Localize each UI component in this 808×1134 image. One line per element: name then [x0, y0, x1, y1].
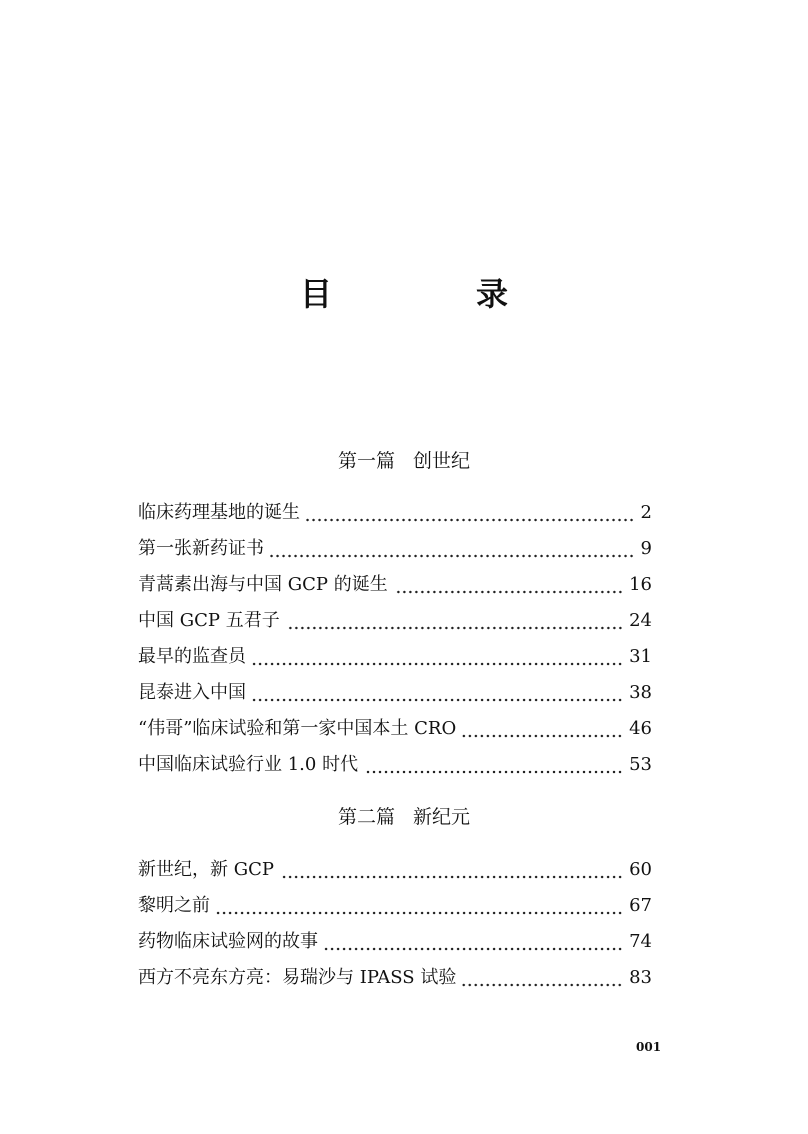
toc-list-part-1	[138, 499, 652, 787]
toc-entry-title: 新世纪，新 GCP	[138, 859, 274, 880]
toc-entry-title: 青蒿素出海与中国 GCP 的诞生	[138, 574, 388, 595]
dot-leader	[280, 874, 623, 880]
dot-leader	[252, 661, 623, 667]
part-heading-1	[0, 447, 808, 475]
toc-entry-title: 临床药理基地的诞生	[138, 502, 300, 523]
toc-entry[interactable]	[138, 856, 652, 892]
page-number: 001	[636, 1040, 662, 1054]
toc-entry-title: 昆泰进入中国	[138, 682, 246, 703]
toc-entry-page: 67	[629, 895, 652, 916]
toc-entry-title: 中国 GCP 五君子	[138, 610, 280, 631]
toc-entry-title: 西方不亮东方亮：易瑞沙与 IPASS 试验	[138, 967, 457, 988]
page-title: 目 录	[299, 275, 564, 313]
toc-entry[interactable]	[138, 964, 652, 1000]
dot-leader	[462, 733, 623, 739]
toc-entry-page: 9	[640, 538, 652, 559]
toc-entry-title: 中国临床试验行业 1.0 时代	[138, 754, 359, 775]
part-name: 新纪元	[413, 806, 471, 828]
toc-entry-page: 46	[629, 718, 652, 739]
toc-entry[interactable]	[138, 499, 652, 535]
dot-leader	[324, 946, 623, 952]
part-name: 创世纪	[413, 450, 471, 472]
toc-entry-page: 53	[629, 754, 652, 775]
toc-entry-title: 第一张新药证书	[138, 538, 264, 559]
toc-entry[interactable]	[138, 643, 652, 679]
toc-list-part-2	[138, 856, 652, 1000]
toc-entry[interactable]	[138, 679, 652, 715]
toc-entry[interactable]	[138, 751, 652, 787]
dot-leader	[462, 982, 623, 988]
dot-leader	[216, 910, 623, 916]
dot-leader	[286, 625, 623, 631]
toc-entry-title: 黎明之前	[138, 895, 210, 916]
dot-leader	[394, 589, 623, 595]
toc-entry-page: 24	[629, 610, 652, 631]
part-heading-2	[0, 803, 808, 831]
dot-leader	[306, 517, 635, 523]
toc-entry[interactable]	[138, 535, 652, 571]
toc-entry-page: 83	[629, 967, 652, 988]
toc-entry[interactable]	[138, 928, 652, 964]
part-number: 第一篇	[337, 450, 395, 472]
toc-entry[interactable]	[138, 607, 652, 643]
dot-leader	[252, 697, 623, 703]
toc-entry-title: 药物临床试验网的故事	[138, 931, 318, 952]
toc-entry[interactable]	[138, 892, 652, 928]
toc-entry-title: 最早的监查员	[138, 646, 246, 667]
toc-entry-title: “伟哥”临床试验和第一家中国本土 CRO	[138, 718, 457, 739]
toc-entry[interactable]	[138, 715, 652, 751]
toc-entry-page: 2	[640, 502, 652, 523]
toc-entry-page: 74	[629, 931, 652, 952]
toc-entry-page: 16	[629, 574, 652, 595]
toc-entry[interactable]	[138, 571, 652, 607]
part-number: 第二篇	[337, 806, 395, 828]
dot-leader	[364, 769, 623, 775]
toc-entry-page: 31	[629, 646, 652, 667]
dot-leader	[270, 553, 635, 559]
toc-entry-page: 38	[629, 682, 652, 703]
toc-entry-page: 60	[629, 859, 652, 880]
